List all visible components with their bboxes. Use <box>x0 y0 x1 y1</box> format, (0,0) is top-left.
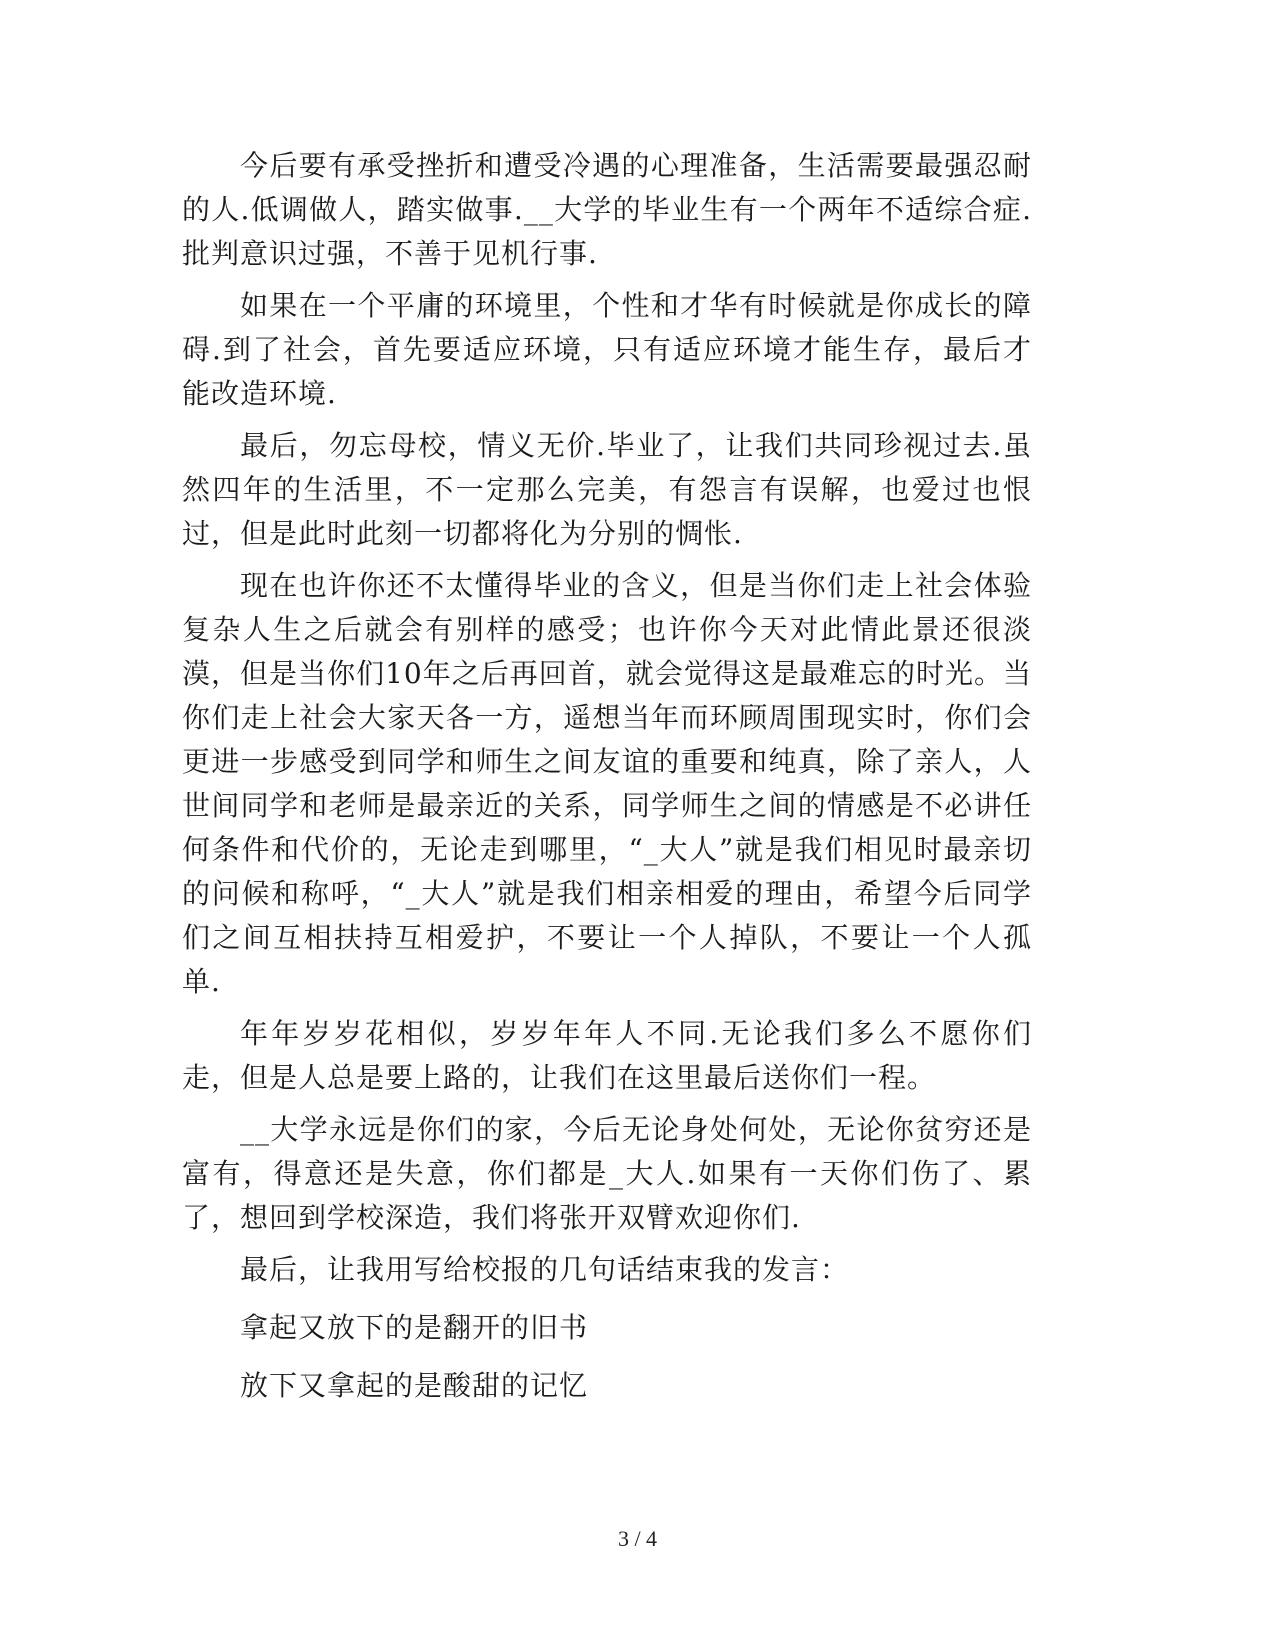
paragraph: 年年岁岁花相似，岁岁年年人不同.无论我们多么不愿你们走，但是人总是要上路的，让我们在这里最后送你们一程。 <box>182 1017 1032 1094</box>
verse-line: 放下又拿起的是酸甜的记忆 <box>240 1369 589 1402</box>
paragraph: 现在也许你还不太懂得毕业的含义，但是当你们走上社会体验复杂人生之后就会有别样的感受；也许你今天对此情此景还很淡漠，但是当你们10年之后再回首，就会觉得这是最难忘的时光。当你们走上社会大家天各一方，遥想当年而环顾周围现实时，你们会更进一步感受到同学和师生之间友谊的重要和纯真，除了亲人，人世间同学和老师是最亲近的关系，同学师生之间的情感是不必讲任何条件和代价的，无论走到哪里，“_大人”就是我们相见时最亲切的问候和称呼，“_大人”就是我们相亲相爱的理由，希望今后同学们之间互相扶持互相爱护，不要让一个人掉队，不要让一个人孤单. <box>182 569 1032 998</box>
closing-intro-line: 最后，让我用写给校报的几句话结束我的发言： <box>240 1253 850 1286</box>
paragraph: 如果在一个平庸的环境里，个性和才华有时候就是你成长的障碍.到了社会，首先要适应环境，只有适应环境才能生存，最后才能改造环境. <box>182 289 1032 410</box>
paragraph: 最后，勿忘母校，情义无价.毕业了，让我们共同珍视过去.虽然四年的生活里，不一定那么完美，有怨言有误解，也爱过也恨过，但是此时此刻一切都将化为分别的惆怅. <box>182 429 1032 550</box>
paragraph: 今后要有承受挫折和遭受冷遇的心理准备，生活需要最强忍耐的人.低调做人，踏实做事.__大学的毕业生有一个两年不适综合症.批判意识过强，不善于见机行事. <box>182 149 1032 270</box>
paragraph: __大学永远是你们的家，今后无论身处何处，无论你贫穷还是富有，得意还是失意，你们都是_大人.如果有一天你们伤了、累了，想回到学校深造，我们将张开双臂欢迎你们. <box>182 1113 1032 1234</box>
verse-line: 拿起又放下的是翻开的旧书 <box>240 1311 589 1344</box>
document-body <box>182 144 1032 1422</box>
page-number: 3 / 4 <box>617 1526 658 1551</box>
